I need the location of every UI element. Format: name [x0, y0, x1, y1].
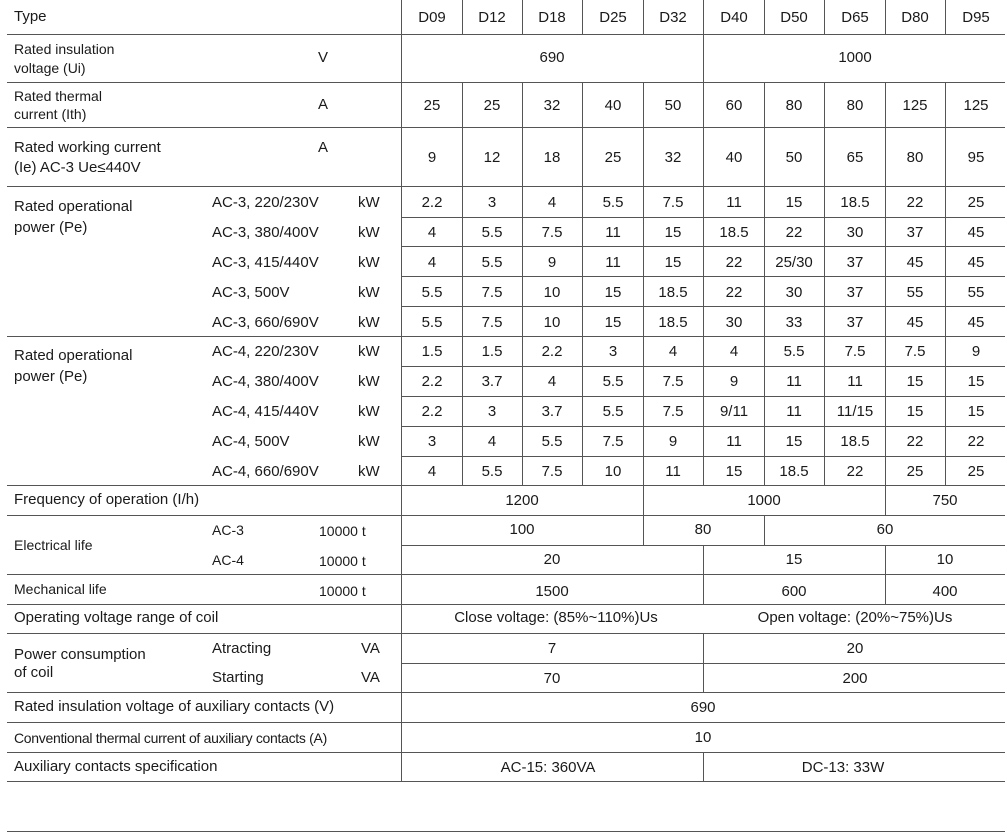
- value: 22: [906, 433, 924, 450]
- value: 32: [664, 149, 682, 166]
- condition: AC-3: [212, 522, 244, 538]
- condition: AC-3, 660/690V: [212, 314, 319, 331]
- unit: 10000 t: [319, 553, 366, 569]
- value: 15: [967, 403, 985, 420]
- value: 11: [786, 373, 802, 390]
- rule: [7, 781, 1005, 782]
- value: 3.7: [541, 403, 563, 420]
- rule: [7, 604, 1005, 605]
- condition: AC-4, 660/690V: [212, 463, 319, 480]
- value: 15: [604, 284, 622, 301]
- value: 50: [664, 97, 682, 114]
- unit: kW: [358, 463, 380, 480]
- value: 4: [729, 343, 739, 360]
- unit: A: [318, 139, 329, 156]
- value: 20: [543, 551, 561, 568]
- model-header: D50: [780, 9, 808, 26]
- value: 60: [876, 521, 894, 538]
- value: 5.5: [602, 403, 624, 420]
- value: 10: [543, 284, 561, 301]
- rule: [522, 83, 523, 486]
- value: 3: [487, 194, 497, 211]
- value: 9: [547, 254, 557, 271]
- condition: AC-4, 415/440V: [212, 403, 319, 420]
- value: 22: [725, 284, 743, 301]
- value: 37: [906, 224, 924, 241]
- unit: kW: [358, 194, 380, 211]
- row-label: of coil: [14, 664, 54, 681]
- model-header: D09: [418, 9, 446, 26]
- condition: AC-4, 220/230V: [212, 343, 319, 360]
- value: 4: [427, 224, 437, 241]
- value: 22: [725, 254, 743, 271]
- row-label: Rated operational: [14, 347, 133, 364]
- row-label: Power consumption: [14, 646, 146, 663]
- rule: [522, 0, 523, 35]
- rule: [945, 0, 946, 35]
- value: 18.5: [779, 463, 809, 480]
- value: 5.5: [602, 194, 624, 211]
- row-label: (Ie) AC-3 Ue≤440V: [14, 159, 141, 176]
- rule: [582, 0, 583, 35]
- model-header: D80: [901, 9, 929, 26]
- value: 18.5: [840, 194, 870, 211]
- value: 9: [729, 373, 739, 390]
- value: 1.5: [481, 343, 503, 360]
- value: 22: [785, 224, 803, 241]
- row-label: Conventional thermal current of auxiliary contacts (A): [14, 730, 327, 746]
- value: 15: [967, 373, 985, 390]
- rule: [7, 127, 1005, 128]
- value: 37: [846, 284, 864, 301]
- value: 37: [846, 314, 864, 331]
- value: 80: [906, 149, 924, 166]
- value: 690: [690, 699, 716, 716]
- rule: [885, 0, 886, 35]
- value: 32: [543, 97, 561, 114]
- value: 2.2: [421, 194, 443, 211]
- value: 30: [725, 314, 743, 331]
- value: 1500: [535, 583, 569, 600]
- value: 4: [427, 463, 437, 480]
- model-header: D12: [478, 9, 506, 26]
- value: 7.5: [541, 463, 563, 480]
- rule: [764, 0, 765, 35]
- value: 1000: [838, 49, 872, 66]
- value: 55: [906, 284, 924, 301]
- rule: [824, 0, 825, 35]
- value: 7.5: [541, 224, 563, 241]
- rule: [643, 83, 644, 486]
- value: 70: [543, 670, 561, 687]
- value: 15: [785, 194, 803, 211]
- value: 11: [847, 373, 863, 390]
- value: 18: [543, 149, 561, 166]
- unit: kW: [358, 284, 380, 301]
- model-header: D65: [841, 9, 869, 26]
- value: 1200: [505, 492, 539, 509]
- value: 10: [604, 463, 622, 480]
- value: AC-15: 360VA: [500, 759, 596, 776]
- row-label: Rated working current: [14, 139, 161, 156]
- rule: [582, 83, 583, 486]
- row-label: Rated thermal: [14, 88, 102, 104]
- value: 10: [543, 314, 561, 331]
- value: 1.5: [421, 343, 443, 360]
- condition: AC-4, 500V: [212, 433, 290, 450]
- value: 40: [725, 149, 743, 166]
- value: 690: [539, 49, 565, 66]
- rule: [7, 186, 1005, 187]
- value: 33: [785, 314, 803, 331]
- rule: [703, 35, 704, 83]
- condition: AC-3, 500V: [212, 284, 290, 301]
- value: 3: [427, 433, 437, 450]
- rule: [885, 486, 886, 516]
- value: 55: [967, 284, 985, 301]
- value: 2.2: [421, 373, 443, 390]
- rule: [7, 722, 1005, 723]
- rule: [462, 0, 463, 35]
- unit: kW: [358, 373, 380, 390]
- row-label: voltage (Ui): [14, 60, 86, 76]
- value: 25: [967, 194, 985, 211]
- value: 5.5: [602, 373, 624, 390]
- rule: [7, 692, 1005, 693]
- value: 11/15: [836, 403, 874, 420]
- rule: [703, 83, 704, 486]
- value: 9: [971, 343, 981, 360]
- value: 45: [906, 254, 924, 271]
- value: 45: [967, 254, 985, 271]
- row-label: power (Pe): [14, 368, 88, 385]
- unit: VA: [361, 640, 380, 657]
- value: 7.5: [602, 433, 624, 450]
- unit: kW: [358, 224, 380, 241]
- model-header: D32: [659, 9, 687, 26]
- rule: [945, 83, 946, 486]
- rule: [764, 83, 765, 486]
- value: 95: [967, 149, 985, 166]
- value: 15: [725, 463, 743, 480]
- unit: kW: [358, 403, 380, 420]
- value: 11: [786, 403, 802, 420]
- model-header: D18: [538, 9, 566, 26]
- value: 80: [785, 97, 803, 114]
- rule: [643, 486, 644, 546]
- value: 15: [664, 254, 682, 271]
- value: 25: [906, 463, 924, 480]
- rule: [703, 575, 704, 605]
- value: 5.5: [541, 433, 563, 450]
- value: 11: [665, 463, 681, 480]
- value: 3: [608, 343, 618, 360]
- rule: [703, 546, 704, 575]
- value: 18.5: [840, 433, 870, 450]
- value: 2.2: [541, 343, 563, 360]
- unit: A: [318, 96, 329, 113]
- value: 750: [932, 492, 958, 509]
- value: 12: [483, 149, 501, 166]
- condition: AC-4: [212, 552, 244, 568]
- rule: [885, 83, 886, 486]
- row-label: Operating voltage range of coil: [14, 609, 219, 626]
- value: 60: [725, 97, 743, 114]
- value: 65: [846, 149, 864, 166]
- value: 125: [902, 97, 928, 114]
- value: 7.5: [662, 403, 684, 420]
- unit: kW: [358, 433, 380, 450]
- rule: [7, 82, 1005, 83]
- value: 5.5: [481, 463, 503, 480]
- unit: 10000 t: [319, 523, 366, 539]
- value: 11: [726, 194, 742, 211]
- rule: [7, 34, 1005, 35]
- value: 5.5: [481, 224, 503, 241]
- rule: [7, 515, 1005, 516]
- value: 15: [785, 551, 803, 568]
- rule: [824, 83, 825, 486]
- condition: Starting: [212, 669, 264, 686]
- rule: [7, 574, 1005, 575]
- row-label: current (Ith): [14, 106, 87, 122]
- value: 400: [932, 583, 958, 600]
- value: 5.5: [481, 254, 503, 271]
- rule: [7, 633, 1005, 634]
- condition: AC-3, 380/400V: [212, 224, 319, 241]
- value: 10: [936, 551, 954, 568]
- value: 5.5: [421, 314, 443, 331]
- value: 15: [604, 314, 622, 331]
- row-label: power (Pe): [14, 219, 88, 236]
- value: 4: [668, 343, 678, 360]
- rule: [7, 752, 1005, 753]
- unit: 10000 t: [319, 583, 366, 599]
- rule: [643, 0, 644, 35]
- value: 200: [842, 670, 868, 687]
- unit: VA: [361, 669, 380, 686]
- value: 10: [694, 729, 712, 746]
- value: 7.5: [904, 343, 926, 360]
- value: 100: [509, 521, 535, 538]
- rule: [703, 753, 704, 782]
- value: 11: [726, 433, 742, 450]
- value: 80: [694, 521, 712, 538]
- rule: [7, 336, 1005, 337]
- rule: [764, 516, 765, 546]
- value: 22: [846, 463, 864, 480]
- value: 18.5: [658, 284, 688, 301]
- value: 7.5: [481, 284, 503, 301]
- value: 20: [846, 640, 864, 657]
- value: 9: [668, 433, 678, 450]
- value: 45: [906, 314, 924, 331]
- row-label: Rated insulation: [14, 41, 115, 57]
- unit: kW: [358, 343, 380, 360]
- value: Close voltage: (85%~110%)Us: [454, 609, 658, 626]
- row-label: Rated operational: [14, 198, 133, 215]
- condition: AC-4, 380/400V: [212, 373, 319, 390]
- value: 7.5: [662, 194, 684, 211]
- value: 7.5: [481, 314, 503, 331]
- value: 45: [967, 224, 985, 241]
- value: 22: [967, 433, 985, 450]
- value: 37: [846, 254, 864, 271]
- model-header: D25: [599, 9, 627, 26]
- row-label: Frequency of operation (I/h): [14, 491, 200, 508]
- condition: AC-3, 220/230V: [212, 194, 319, 211]
- condition: Atracting: [212, 640, 272, 657]
- value: 7: [547, 640, 557, 657]
- value: DC-13: 33W: [801, 759, 885, 776]
- value: 22: [906, 194, 924, 211]
- rule: [462, 83, 463, 486]
- value: 5.5: [421, 284, 443, 301]
- model-header: D40: [720, 9, 748, 26]
- rule: [703, 0, 704, 35]
- value: 25/30: [775, 254, 813, 271]
- value: 40: [604, 97, 622, 114]
- value: 30: [785, 284, 803, 301]
- rule: [401, 0, 402, 782]
- model-header: D95: [962, 9, 990, 26]
- value: 7.5: [844, 343, 866, 360]
- value: 15: [785, 433, 803, 450]
- value: 125: [963, 97, 989, 114]
- row-label: Mechanical life: [14, 581, 107, 597]
- value: 9/11: [719, 403, 749, 420]
- unit: V: [318, 49, 329, 66]
- value: Open voltage: (20%~75%)Us: [757, 609, 953, 626]
- value: 600: [781, 583, 807, 600]
- value: 11: [605, 224, 621, 241]
- value: 9: [427, 149, 437, 166]
- value: 15: [906, 403, 924, 420]
- value: 5.5: [783, 343, 805, 360]
- value: 7.5: [662, 373, 684, 390]
- value: 25: [604, 149, 622, 166]
- rule: [703, 634, 704, 693]
- condition: AC-3, 415/440V: [212, 254, 319, 271]
- value: 15: [664, 224, 682, 241]
- value: 25: [483, 97, 501, 114]
- value: 3.7: [481, 373, 503, 390]
- unit: kW: [358, 254, 380, 271]
- value: 50: [785, 149, 803, 166]
- value: 18.5: [719, 224, 749, 241]
- rule: [885, 546, 886, 605]
- row-label: Electrical life: [14, 537, 93, 553]
- footer-rule: [7, 831, 1005, 832]
- value: 4: [487, 433, 497, 450]
- row-label: Auxiliary contacts specification: [14, 758, 218, 775]
- value: 4: [547, 194, 557, 211]
- value: 11: [605, 254, 621, 271]
- type-header: Type: [14, 8, 47, 25]
- value: 1000: [747, 492, 781, 509]
- rule: [7, 485, 1005, 486]
- unit: kW: [358, 314, 380, 331]
- value: 80: [846, 97, 864, 114]
- value: 30: [846, 224, 864, 241]
- row-label: Rated insulation voltage of auxiliary contacts (V): [14, 698, 335, 715]
- value: 2.2: [421, 403, 443, 420]
- value: 15: [906, 373, 924, 390]
- value: 4: [547, 373, 557, 390]
- value: 4: [427, 254, 437, 271]
- value: 18.5: [658, 314, 688, 331]
- value: 25: [967, 463, 985, 480]
- value: 45: [967, 314, 985, 331]
- value: 25: [423, 97, 441, 114]
- value: 3: [487, 403, 497, 420]
